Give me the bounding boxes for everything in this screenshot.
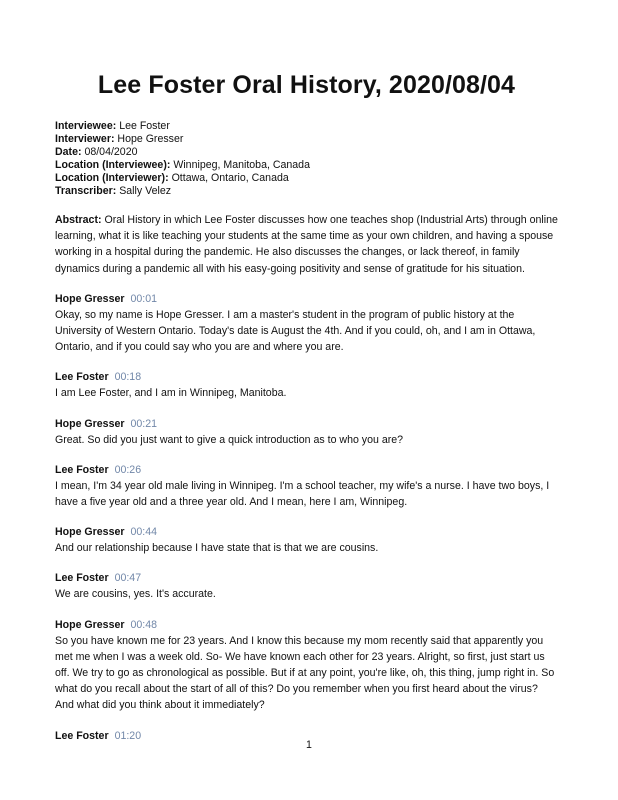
meta-value: Sally Velez <box>119 185 172 197</box>
meta-value: Ottawa, Ontario, Canada <box>171 172 289 184</box>
speaker-name: Lee Foster <box>55 463 109 476</box>
transcript-turn <box>55 369 558 401</box>
meta-label: Transcriber: <box>55 185 117 197</box>
meta-location-interviewee <box>55 159 558 172</box>
page-number: 1 <box>306 739 312 751</box>
abstract-label: Abstract: <box>55 214 102 226</box>
meta-value: Winnipeg, Manitoba, Canada <box>173 159 310 171</box>
turn-text: I am Lee Foster, and I am in Winnipeg, Manitoba. <box>55 387 287 400</box>
speaker-name: Lee Foster <box>55 729 109 742</box>
meta-label: Interviewee: <box>55 120 117 132</box>
meta-interviewer <box>55 133 558 146</box>
meta-value: 08/04/2020 <box>84 146 138 158</box>
abstract <box>55 212 558 277</box>
meta-label: Location (Interviewer): <box>55 172 169 184</box>
transcript-turn <box>55 617 558 714</box>
timestamp: 00:21 <box>130 417 157 430</box>
meta-value: Lee Foster <box>119 120 170 132</box>
transcript-turn <box>55 462 558 510</box>
turn-text: Great. So did you just want to give a quick introduction as to who you are? <box>55 433 404 446</box>
timestamp: 00:44 <box>130 526 157 539</box>
timestamp: 01:20 <box>114 729 142 742</box>
speaker-name: Lee Foster <box>55 371 109 384</box>
speaker-name: Lee Foster <box>55 572 109 585</box>
speaker-name: Hope Gresser <box>55 417 125 430</box>
turn-text: And our relationship because I have state that is that we are cousins. <box>55 542 379 555</box>
turn-text: So you have known me for 23 years. And I know this because my mom recently said that apparently you met me when I was a week old. So- We have known each other for 23 years. Alright, so first, just start us off. We try to go as chronological as possible. But if at any point, you're like, oh, this thing, jump right in. So what do you recall about the start of all of this? Do you remember when you first heard about the virus? And what did you think about it immediately? <box>55 634 555 712</box>
timestamp: 00:47 <box>114 572 142 585</box>
transcript-turn <box>55 291 558 356</box>
metadata-block <box>55 120 558 198</box>
turn-text: I mean, I'm 34 year old male living in Winnipeg. I'm a school teacher, my wife's a nurse. I have two boys, I have a five year old and a three year old. And I mean, here I am, Winnipeg. <box>55 479 550 509</box>
turn-text: We are cousins, yes. It's accurate. <box>55 588 216 601</box>
meta-date <box>55 146 558 159</box>
timestamp: 00:26 <box>114 463 142 476</box>
meta-value: Hope Gresser <box>117 133 184 145</box>
abstract-text: Oral History in which Lee Foster discusses how one teaches shop (Industrial Arts) through online learning, what it is like teaching your students at the same time as your own children, and having a spouse working in a hospital during the pandemic. He also discusses the changes, or lack thereof, in family dynamics during a pandemic all with his easy-going positivity and sense of gratitude for his situation. <box>55 214 558 275</box>
meta-location-interviewer <box>55 172 558 185</box>
transcript-turn <box>55 416 558 448</box>
timestamp: 00:01 <box>130 292 157 305</box>
timestamp: 00:18 <box>114 371 142 384</box>
speaker-name: Hope Gresser <box>55 292 125 305</box>
meta-label: Location (Interviewee): <box>55 159 171 171</box>
meta-interviewee <box>55 120 558 133</box>
meta-label: Interviewer: <box>55 133 115 145</box>
timestamp: 00:48 <box>130 618 157 631</box>
document-title: Lee Foster Oral History, 2020/08/04 <box>97 71 516 99</box>
speaker-name: Hope Gresser <box>55 526 125 539</box>
meta-label: Date: <box>55 146 82 158</box>
speaker-name: Hope Gresser <box>55 618 125 631</box>
turn-text: Okay, so my name is Hope Gresser. I am a master's student in the program of public history at the University of Western Ontario. Today's date is August the 4th. And if you could, oh, and I am in Ottawa, Ontario, and if you could say who you are and where you are. <box>55 308 536 354</box>
transcript-turn <box>55 570 558 602</box>
meta-transcriber <box>55 185 558 198</box>
transcript-turn <box>55 524 558 556</box>
